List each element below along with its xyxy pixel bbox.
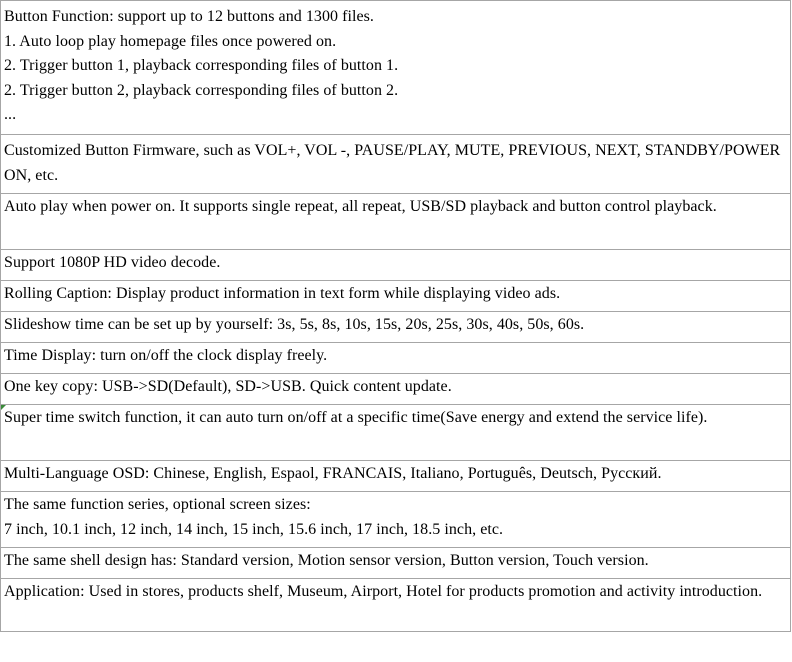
time-switch-cell: [1, 405, 791, 461]
table-row: [1, 461, 791, 492]
table-row: [1, 405, 791, 461]
hd-decode-cell: [1, 250, 791, 281]
rolling-caption-text: Rolling Caption: Display product information in text form while displaying video ads.: [4, 285, 561, 302]
table-row: [1, 374, 791, 405]
shell-design-text: The same shell design has: Standard version, Motion sensor version, Button version, Touch version.: [4, 552, 649, 569]
time-switch-text: Super time switch function, it can auto turn on/off at a specific time(Save energy and extend the service life).: [4, 409, 708, 426]
customized-firmware-text: Customized Button Firmware, such as VOL+, VOL -, PAUSE/PLAY, MUTE, PREVIOUS, NEXT, STANDBY/POWER ON, etc.: [4, 142, 781, 184]
auto-play-text: Auto play when power on. It supports single repeat, all repeat, USB/SD playback and button control playback.: [4, 198, 717, 215]
slideshow-time-text: Slideshow time can be set up by yourself: 3s, 5s, 8s, 10s, 15s, 20s, 25s, 30s, 40s, 50s, 60s.: [4, 316, 585, 333]
osd-languages-text: Multi-Language OSD: Chinese, English, Espaol, FRANCAIS, Italiano, Português, Deutsch, Русский.: [4, 465, 662, 482]
screen-sizes-heading: The same function series, optional screen sizes:: [4, 496, 311, 513]
osd-languages-cell: [1, 461, 791, 492]
time-display-text: Time Display: turn on/off the clock display freely.: [4, 347, 328, 364]
table-row: [1, 250, 791, 281]
table-row: [1, 343, 791, 374]
button-function-item: 2. Trigger button 2, playback corresponding files of button 2.: [4, 81, 399, 99]
one-key-copy-cell: [1, 374, 791, 405]
one-key-copy-text: One key copy: USB->SD(Default), SD->USB. Quick content update.: [4, 378, 452, 395]
table-row: [1, 194, 791, 250]
time-display-cell: [1, 343, 791, 374]
button-function-item: 1. Auto loop play homepage files once powered on.: [4, 32, 337, 50]
slideshow-time-cell: [1, 312, 791, 343]
button-function-heading: Button Function: support up to 12 buttons and 1300 files.: [4, 8, 374, 25]
table-row: [1, 492, 791, 548]
screen-sizes-list: 7 inch, 10.1 inch, 12 inch, 14 inch, 15 inch, 15.6 inch, 17 inch, 18.5 inch, etc.: [4, 520, 504, 538]
table-row: [1, 548, 791, 579]
table-row: [1, 281, 791, 312]
button-function-ellipsis: ...: [4, 106, 17, 124]
auto-play-cell: [1, 194, 791, 250]
customized-firmware-cell: [1, 135, 791, 194]
shell-design-cell: [1, 548, 791, 579]
table-row: [1, 312, 791, 343]
table-row: [1, 1, 791, 135]
application-cell: [1, 579, 791, 632]
rolling-caption-cell: [1, 281, 791, 312]
button-function-item: 2. Trigger button 1, playback corresponding files of button 1.: [4, 57, 399, 75]
screen-sizes-cell: [1, 492, 791, 548]
hd-decode-text: Support 1080P HD video decode.: [4, 254, 221, 271]
application-text: Application: Used in stores, products shelf, Museum, Airport, Hotel for products promotion and activity introduction.: [4, 583, 763, 600]
table-row: [1, 135, 791, 194]
button-function-cell: [1, 1, 791, 135]
table-row: [1, 579, 791, 632]
